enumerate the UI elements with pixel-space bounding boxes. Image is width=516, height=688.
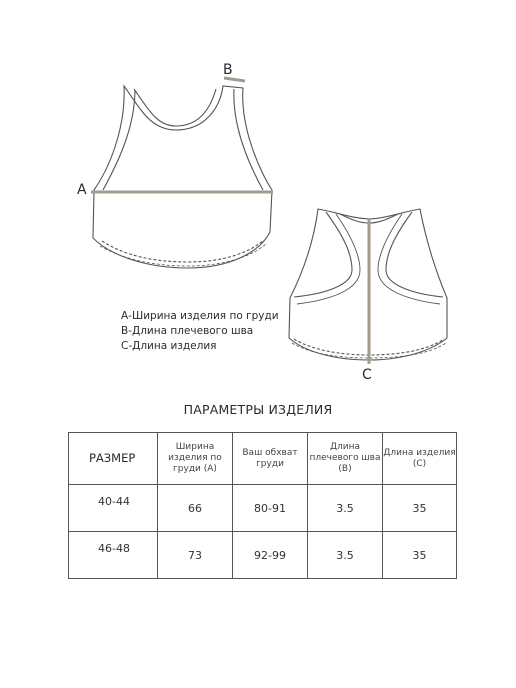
header-garment-length: Длина изделия (С)	[383, 433, 457, 485]
table-row	[69, 532, 457, 579]
legend-item-c: С-Длина изделия	[121, 340, 217, 352]
cell-garment-length: 35	[383, 485, 457, 532]
cell-shoulder-length: 3.5	[308, 532, 383, 579]
header-chest-width: Ширина изделия по груди (А)	[158, 433, 233, 485]
front-hem-stitch-1	[102, 240, 264, 262]
front-neck-binding	[134, 89, 216, 126]
cell-garment-length: 35	[383, 532, 457, 579]
front-right-armhole-binding	[234, 89, 263, 190]
measurement-legend	[121, 309, 279, 354]
label-b: B	[223, 62, 233, 78]
legend-item-a: А-Ширина изделия по груди	[121, 310, 279, 322]
cell-chest-width: 66	[158, 485, 233, 532]
label-a: A	[77, 182, 87, 198]
cell-chest-girth: 80-91	[233, 485, 308, 532]
front-hem-stitch-2	[100, 244, 266, 266]
cell-size: 40-44	[69, 485, 158, 532]
measure-b-line	[224, 78, 245, 81]
cell-chest-width: 73	[158, 532, 233, 579]
header-size: РАЗМЕР	[69, 433, 158, 485]
front-view	[93, 86, 272, 268]
size-table	[68, 432, 457, 579]
legend-item-b: В-Длина плечевого шва	[121, 325, 254, 337]
header-chest-girth: Ваш обхват груди	[233, 433, 308, 485]
cell-shoulder-length: 3.5	[308, 485, 383, 532]
table-title: ПАРАМЕТРЫ ИЗДЕЛИЯ	[183, 402, 333, 417]
cell-size: 46-48	[69, 532, 158, 579]
label-c: C	[362, 367, 372, 383]
header-shoulder-length: Длина плечевого шва (В)	[308, 433, 383, 485]
table-row	[69, 485, 457, 532]
front-left-armhole-binding	[103, 90, 135, 190]
front-outline	[93, 86, 272, 268]
table-header-row	[69, 433, 457, 485]
cell-chest-girth: 92-99	[233, 532, 308, 579]
